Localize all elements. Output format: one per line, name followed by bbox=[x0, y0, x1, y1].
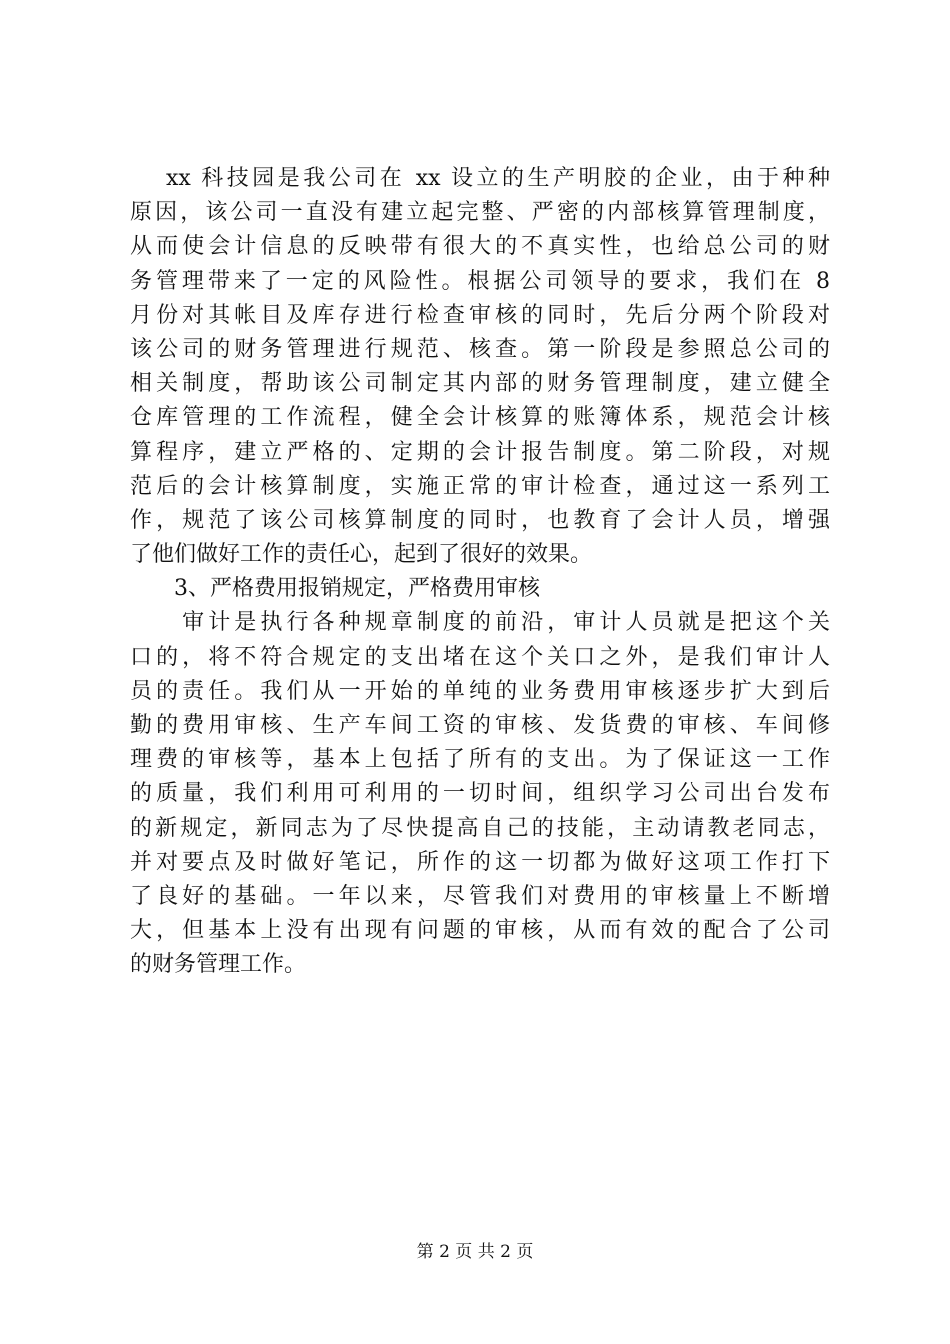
paragraph-line: 相关制度，帮助该公司制定其内部的财务管理制度，建立健全 bbox=[130, 371, 830, 397]
paragraph-line: 大，但基本上没有出现有问题的审核，从而有效的配合了公司 bbox=[130, 918, 830, 944]
page-number-label: 第 2 页 共 2 页 bbox=[416, 1242, 534, 1262]
paragraph-line: 口的，将不符合规定的支出堵在这个关口之外，是我们审计人 bbox=[130, 644, 830, 670]
document-body bbox=[130, 162, 830, 983]
paragraph-line: 了他们做好工作的责任心，起到了很好的效果。 bbox=[130, 542, 593, 568]
paragraph-line: 仓库管理的工作流程，健全会计核算的账簿体系，规范会计核 bbox=[130, 405, 830, 431]
paragraph-company-review bbox=[130, 162, 830, 572]
section-heading-3: 3、严格费用报销规定，严格费用审核 bbox=[130, 576, 540, 602]
paragraph-line: 理费的审核等，基本上包括了所有的支出。为了保证这一工作 bbox=[130, 747, 830, 773]
page-footer bbox=[0, 1240, 950, 1264]
paragraph-line: 范后的会计核算制度，实施正常的审计检查，通过这一系列工 bbox=[130, 473, 830, 499]
paragraph-line: 的新规定，新同志为了尽快提高自己的技能，主动请教老同志， bbox=[130, 815, 830, 841]
paragraph-expense-audit bbox=[130, 606, 830, 982]
paragraph-line: xx 科技园是我公司在 xx 设立的生产明胶的企业，由于种种 bbox=[130, 166, 830, 191]
paragraph-line: 审计是执行各种规章制度的前沿，审计人员就是把这个关 bbox=[130, 610, 830, 636]
paragraph-line: 并对要点及时做好笔记，所作的这一切都为做好这项工作打下 bbox=[130, 849, 830, 875]
paragraph-line: 月份对其帐目及库存进行检查审核的同时，先后分两个阶段对 bbox=[130, 302, 830, 328]
paragraph-line: 了良好的基础。一年以来，尽管我们对费用的审核量上不断增 bbox=[130, 883, 830, 909]
paragraph-line: 原因，该公司一直没有建立起完整、严密的内部核算管理制度， bbox=[130, 200, 830, 226]
paragraph-line: 员的责任。我们从一开始的单纯的业务费用审核逐步扩大到后 bbox=[130, 678, 830, 704]
paragraph-line: 的质量，我们利用可利用的一切时间，组织学习公司出台发布 bbox=[130, 781, 830, 807]
paragraph-line: 作，规范了该公司核算制度的同时，也教育了会计人员，增强 bbox=[130, 507, 830, 533]
paragraph-line: 务管理带来了一定的风险性。根据公司领导的要求，我们在 8 bbox=[130, 268, 830, 294]
paragraph-line: 该公司的财务管理进行规范、核查。第一阶段是参照总公司的 bbox=[130, 336, 830, 362]
paragraph-line: 从而使会计信息的反映带有很大的不真实性，也给总公司的财 bbox=[130, 234, 830, 260]
paragraph-line: 勤的费用审核、生产车间工资的审核、发货费的审核、车间修 bbox=[130, 713, 830, 738]
paragraph-line: 算程序，建立严格的、定期的会计报告制度。第二阶段，对规 bbox=[130, 439, 830, 465]
paragraph-line: 的财务管理工作。 bbox=[130, 952, 307, 978]
